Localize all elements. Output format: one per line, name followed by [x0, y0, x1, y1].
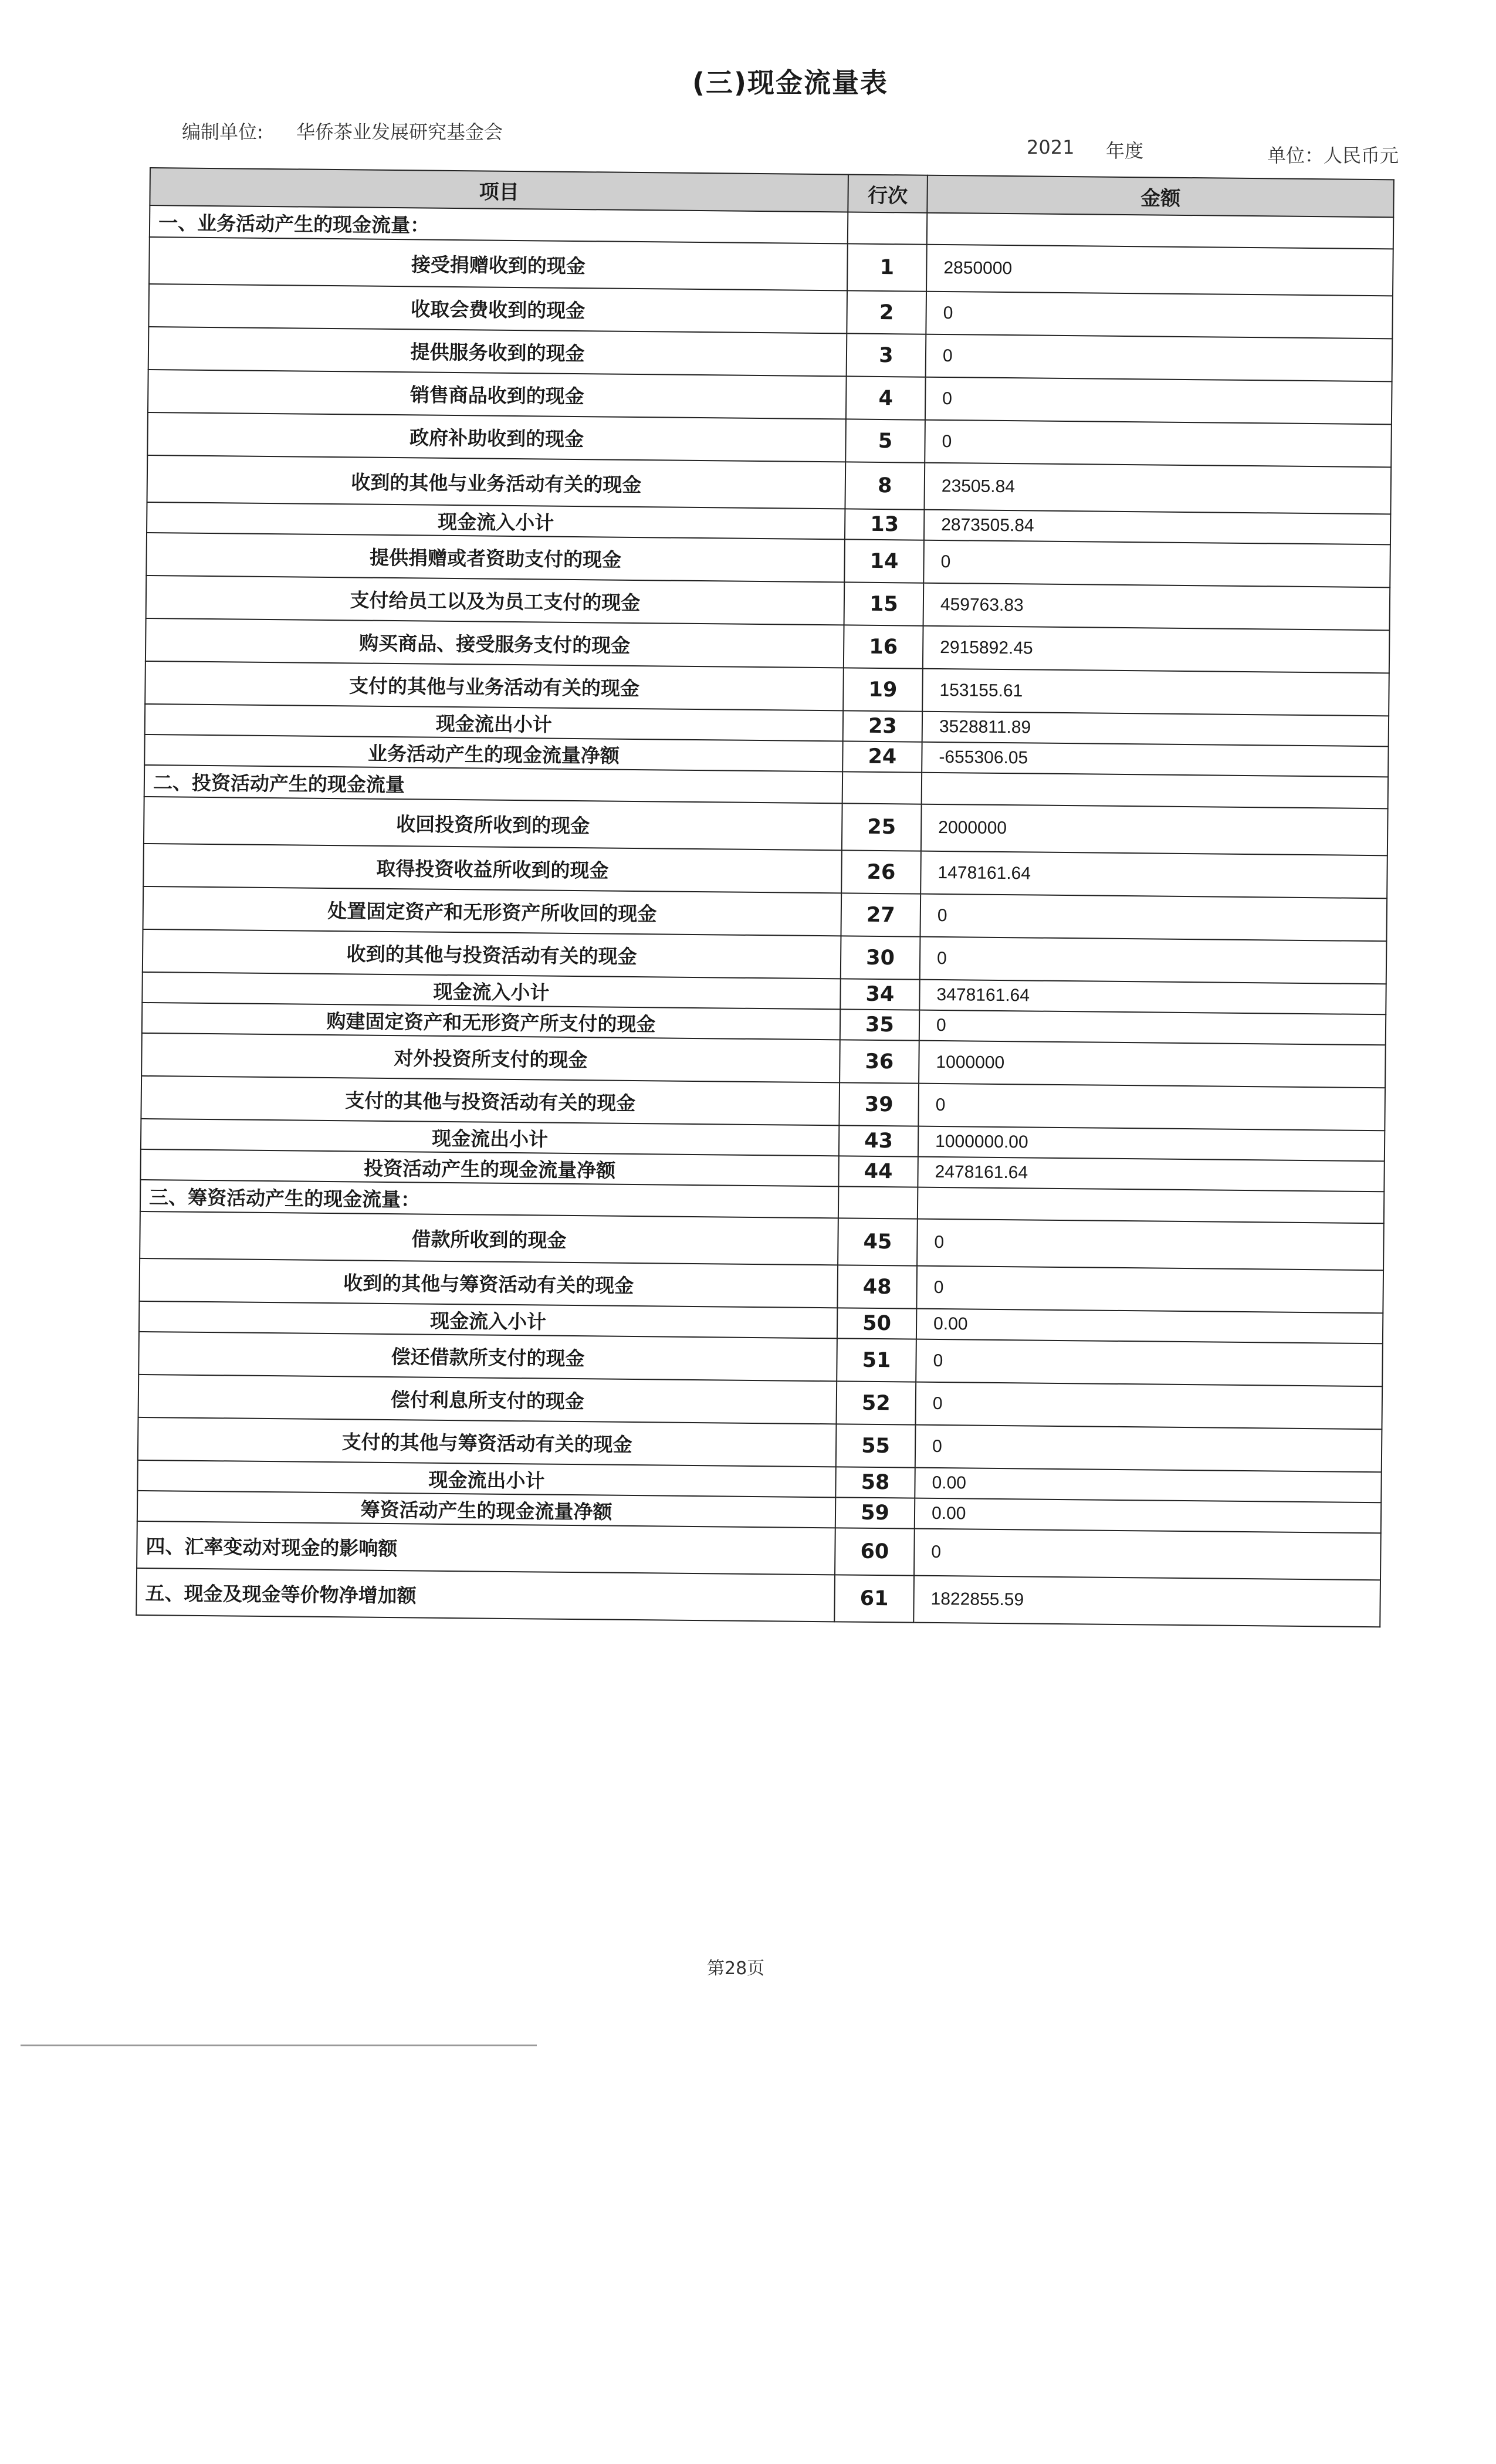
row-line-no: 52: [836, 1381, 916, 1424]
row-amount: 0: [915, 1382, 1382, 1430]
row-amount: 459763.83: [923, 583, 1390, 631]
row-amount: [927, 213, 1393, 249]
row-line-no: [848, 212, 928, 244]
row-line-no: 30: [841, 936, 920, 979]
reporting-unit-label: 编制单位:: [182, 121, 263, 143]
row-item: 收回投资所收到的现金: [144, 797, 842, 850]
cash-flow-table: [136, 167, 1395, 1627]
row-amount: 3528811.89: [922, 712, 1389, 747]
cash-flow-table-wrapper: [136, 167, 1393, 1627]
row-line-no: 34: [840, 979, 919, 1010]
row-item: 一、业务活动产生的现金流量：: [150, 205, 848, 243]
row-line-no: 14: [844, 539, 924, 583]
row-line-no: 45: [838, 1218, 918, 1265]
row-amount: 23505.84: [924, 463, 1391, 515]
row-line-no: [838, 1186, 918, 1219]
row-amount: 2000000: [921, 804, 1388, 856]
row-amount: 0: [917, 1219, 1384, 1271]
row-amount: 1478161.64: [920, 851, 1387, 899]
row-line-no: 48: [837, 1265, 917, 1308]
row-line-no: 58: [835, 1467, 915, 1498]
row-item: 销售商品收到的现金: [148, 370, 847, 419]
row-amount: 153155.61: [922, 669, 1389, 716]
row-amount: 0: [926, 292, 1393, 339]
row-item: 筹资活动产生的现金流量净额: [137, 1491, 835, 1528]
row-amount: 2915892.45: [923, 626, 1390, 673]
row-item: 现金流入小计: [147, 502, 845, 539]
row-line-no: 24: [842, 741, 922, 772]
row-amount: 1000000: [919, 1041, 1386, 1088]
row-item: 提供服务收到的现金: [148, 327, 847, 376]
row-line-no: 26: [841, 850, 921, 893]
row-line-no: 36: [840, 1040, 919, 1083]
report-year: 2021: [1027, 136, 1075, 158]
row-amount: 0: [920, 894, 1387, 942]
row-amount: 0: [918, 1084, 1385, 1131]
currency-unit: 单位：人民币元: [1267, 144, 1399, 167]
row-item: 二、投资活动产生的现金流量: [144, 765, 842, 803]
row-amount: 2873505.84: [924, 510, 1390, 545]
row-line-no: [842, 771, 922, 804]
row-line-no: 4: [846, 376, 926, 419]
row-line-no: 3: [847, 333, 926, 377]
row-amount: 0: [915, 1425, 1382, 1473]
row-amount: 0: [920, 937, 1387, 984]
row-amount: [922, 773, 1388, 809]
row-item: 现金流出小计: [141, 1119, 839, 1156]
row-line-no: 44: [838, 1156, 918, 1187]
row-item: 收取会费收到的现金: [148, 284, 847, 333]
table-body: [136, 205, 1393, 1627]
row-item: 现金流入小计: [142, 972, 840, 1009]
row-item: 接受捐赠收到的现金: [149, 237, 848, 290]
row-amount: 1000000.00: [918, 1126, 1385, 1162]
row-item: 偿还借款所支付的现金: [138, 1332, 837, 1381]
row-item: 购建固定资产和无形资产所支付的现金: [142, 1003, 840, 1040]
row-amount: 0.00: [915, 1498, 1381, 1534]
row-item: 借款所收到的现金: [140, 1211, 838, 1265]
row-item: 对外投资所支付的现金: [141, 1033, 840, 1082]
row-amount: 0: [914, 1529, 1381, 1580]
row-line-no: 1: [847, 243, 927, 291]
row-item: 支付的其他与业务活动有关的现金: [145, 661, 844, 710]
row-item: 现金流入小计: [139, 1301, 837, 1338]
row-item: 三、筹资活动产生的现金流量：: [140, 1180, 838, 1218]
row-item: 投资活动产生的现金流量净额: [140, 1149, 838, 1186]
row-line-no: 39: [839, 1082, 919, 1126]
header-amount: 金额: [927, 175, 1394, 218]
row-item: 偿付利息所支付的现金: [138, 1375, 837, 1424]
row-amount: 2478161.64: [918, 1157, 1384, 1192]
row-amount: 0: [916, 1339, 1383, 1387]
row-amount: 0: [919, 1010, 1386, 1045]
row-amount: 0: [923, 540, 1390, 588]
header-line-no: 行次: [848, 174, 928, 212]
row-item: 业务活动产生的现金流量净额: [144, 735, 842, 771]
row-amount: 0.00: [916, 1309, 1383, 1344]
row-line-no: 2: [847, 290, 926, 334]
row-line-no: 35: [840, 1009, 919, 1040]
row-amount: 0: [925, 377, 1392, 425]
row-item: 现金流出小计: [145, 704, 843, 741]
row-amount: 0: [925, 420, 1392, 468]
row-line-no: 5: [845, 419, 925, 462]
row-amount: 3478161.64: [919, 980, 1386, 1015]
row-line-no: 61: [834, 1575, 914, 1622]
row-line-no: 50: [837, 1308, 916, 1339]
row-line-no: 13: [845, 509, 924, 540]
report-year-label: 年度: [1106, 140, 1144, 162]
row-line-no: 55: [836, 1424, 916, 1467]
row-line-no: 59: [835, 1497, 915, 1528]
row-line-no: 25: [842, 803, 922, 851]
row-item: 支付给员工以及为员工支付的现金: [146, 576, 845, 625]
row-line-no: 60: [835, 1528, 915, 1575]
row-amount: 0: [916, 1266, 1383, 1314]
row-item: 收到的其他与业务活动有关的现金: [147, 455, 846, 509]
row-item: 处置固定资产和无形资产所收回的现金: [143, 886, 842, 936]
reporting-unit-name: 华侨茶业发展研究基金会: [296, 121, 503, 143]
row-item: 五、现金及现金等价物净增加额: [136, 1568, 835, 1622]
row-item: 购买商品、接受服务支付的现金: [145, 618, 844, 668]
row-line-no: 15: [844, 582, 924, 625]
row-item: 现金流出小计: [137, 1460, 835, 1497]
page-title: (三)现金流量表: [692, 67, 889, 99]
page-number: 第28页: [707, 1958, 765, 1979]
row-amount: 2850000: [926, 245, 1393, 296]
row-amount: 0.00: [915, 1468, 1381, 1503]
header-item: 项目: [150, 168, 848, 212]
row-item: 支付的其他与投资活动有关的现金: [141, 1076, 840, 1125]
row-amount: -655306.05: [922, 742, 1388, 777]
row-item: 政府补助收到的现金: [147, 412, 846, 462]
row-item: 提供捐赠或者资助支付的现金: [146, 533, 845, 582]
row-line-no: 8: [845, 462, 925, 509]
row-line-no: 23: [843, 710, 922, 742]
row-line-no: 19: [843, 668, 923, 711]
row-amount: 1822855.59: [913, 1576, 1380, 1627]
row-item: 收到的其他与筹资活动有关的现金: [139, 1258, 838, 1308]
row-amount: [918, 1187, 1384, 1224]
row-line-no: 51: [837, 1338, 916, 1382]
scan-edge-line: [21, 2045, 537, 2046]
row-line-no: 43: [839, 1125, 918, 1156]
row-line-no: 16: [844, 625, 923, 668]
row-item: 收到的其他与投资活动有关的现金: [143, 929, 841, 979]
row-item: 取得投资收益所收到的现金: [143, 844, 842, 893]
row-line-no: 27: [841, 893, 920, 936]
row-item: 支付的其他与筹资活动有关的现金: [138, 1417, 837, 1467]
row-item: 四、汇率变动对现金的影响额: [137, 1521, 835, 1575]
row-amount: 0: [926, 334, 1393, 382]
